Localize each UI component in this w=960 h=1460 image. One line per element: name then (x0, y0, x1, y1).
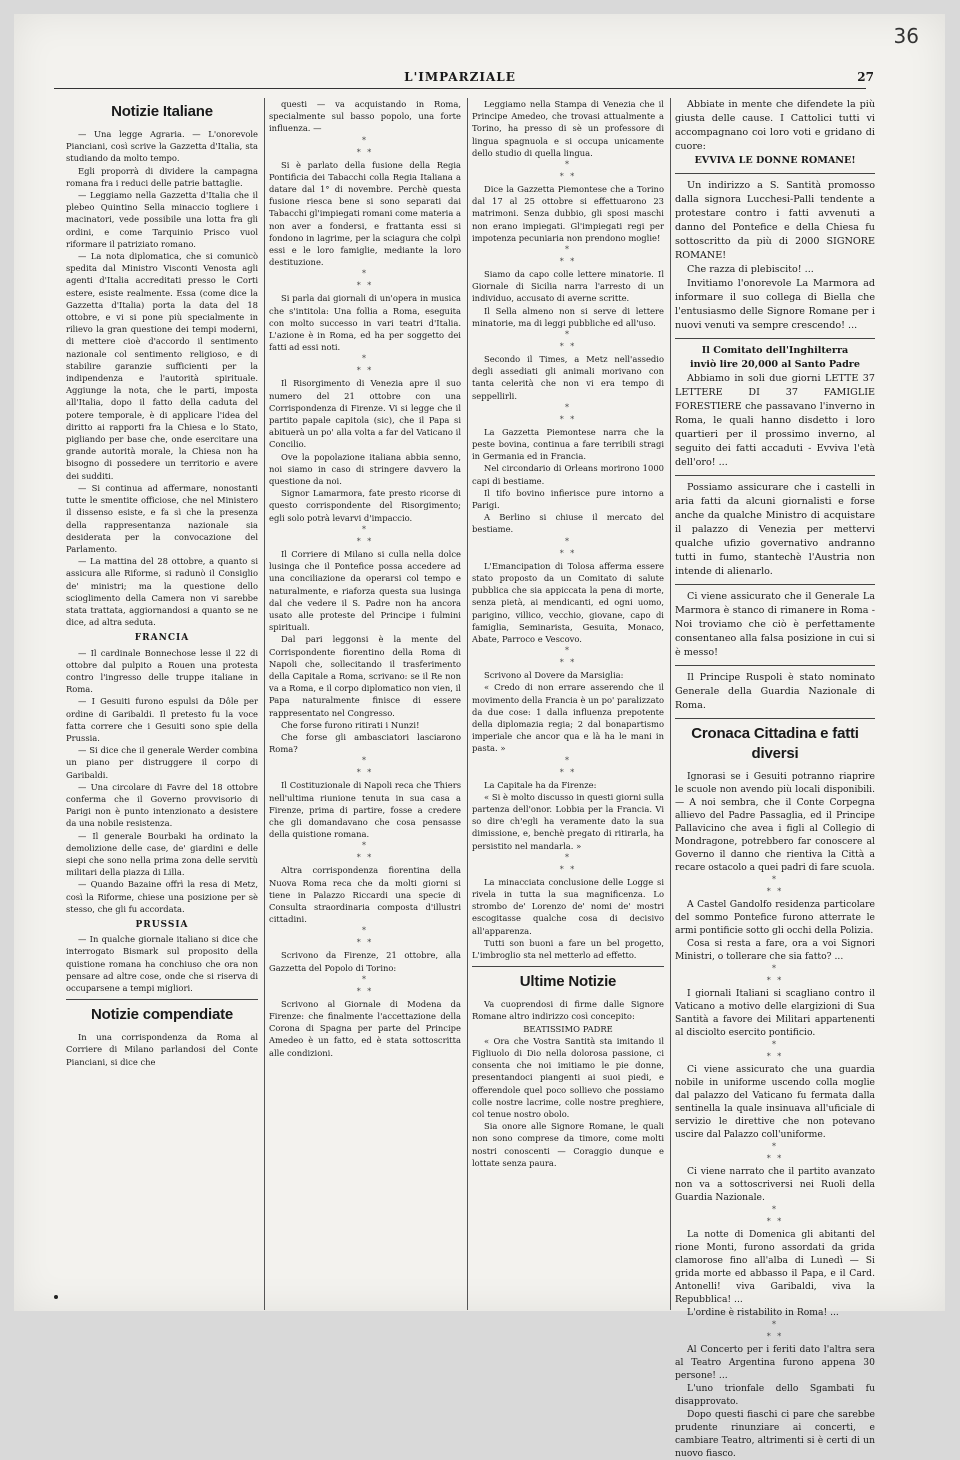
article-paragraph: Dal pari leggonsi è la mente del Corrispondente fiorentino della Roma di Napoli che, sollecitando il trasferimento della Capitale a Roma, scrivano: se il Re non va a Roma, e il corpo diplomatico non vien, il Papa naturalmente finisce di essere rappresentato nel Congresso. (269, 634, 461, 718)
column-2 (269, 98, 461, 1310)
separator-stars: * * * (766, 1142, 784, 1163)
article-paragraph: A Castel Gandolfo residenza particolare del sommo Pontefice furono atterrate le armi pontificie sotto gli occhi della Polizia. (675, 899, 875, 936)
article-paragraph: Il Principe Ruspoli è stato nominato Generale della Guardia Nazionale di Roma. (675, 672, 875, 711)
separator-stars: * * * (356, 974, 374, 996)
article-paragraph: Leggiamo nella Stampa di Venezia che il Principe Amedeo, che trovasi attualmente a Torino, ha presso di sè un professore di lingua spagnuola e si occupa unicamente dello studio di quella lingua. (472, 99, 664, 158)
article-paragraph: « Credo di non errare asserendo che il movimento della Francia è un po' paralizzato da due cose: 1 dalla influenza prepotente della diplomazia regia; 2 dal bonapartismo imperiale che ancor qua e là ha le mani in pasta. » (472, 682, 664, 754)
article-paragraph: Che razza di plebiscito! ... (687, 264, 814, 275)
article-paragraph: « Ora che Vostra Santità sta imitando il Figliuolo di Dio nella dolorosa passione, ci consenta che noi imitiamo le pie donne, presentandoci piangenti ai suoi piedi, e offerendole quel poco sollievo che possiamo colle nostre lacrime, colle nostre preghiere, col tenue nostro obolo. (472, 1035, 664, 1119)
column-rule (670, 98, 671, 1310)
article-paragraph: — Il generale Bourbaki ha ordinato la demolizione delle case, de' giardini e delle siepi che sono nella prima zona delle servitù militari della piazza di Lilla. (66, 830, 258, 878)
article-paragraph: Scrivono al Dovere da Marsiglia: (484, 670, 624, 681)
article-paragraph: Che forse gli ambasciatori lasciarono Roma? (269, 731, 461, 755)
article-paragraph: Il Corriere di Milano si culla nella dolce lusinga che il Pontefice possa accedere ad una conciliazione da operarsi col tempo e naturalmente, e riaforza questa sua lusinga dal che vedere il S. Padre non ha ancora usato alle proteste del Principe i fulmini spirituali. (269, 548, 461, 633)
article-paragraph: Nel circondario di Orleans morirono 1000 capi di bestiame. (472, 463, 664, 486)
separator-stars: * * * (356, 354, 374, 376)
article-paragraph: — Si dice che il generale Werder combina un piano per distruggere il corpo di Garibaldi. (66, 745, 258, 780)
article-paragraph: Va cuoprendosi di firme dalle Signore Romane altro indirizzo così concepito: (472, 999, 664, 1022)
section-title-notizie-compendiate: Notizie compendiate (90, 1006, 234, 1024)
article-paragraph: La Gazzetta Piemontese narra che la peste bovina, continua a fare terribili stragi in Germania ed in Francia. (472, 426, 664, 462)
article-paragraph: — Il cardinale Bonnechose lesse il 22 di ottobre dal pulpito a Rouen una protesta contro l'ingresso delle truppe italiane in Roma. (66, 647, 258, 695)
separator-stars: * * * (356, 841, 374, 863)
article-paragraph: Cosa si resta a fare, ora a voi Signori Ministri, o tollerare che sia fatto? ... (675, 938, 875, 962)
separator-stars: * * * (766, 875, 784, 896)
divider (675, 665, 875, 666)
masthead (54, 70, 874, 89)
page-number: 27 (857, 70, 874, 84)
divider (66, 999, 258, 1000)
article-paragraph: Possiamo assicurare che i castelli in aria fatti da alcuni giornalisti e forse anche da qualche Ministro di acquistare il palazzo di Venezia per mettervi qualche ufizio governativo andranno tutti in fumo, stantechè l'Austria non intende di alienarlo. (675, 482, 875, 577)
article-paragraph: Al Concerto per i feriti dato l'altra sera al Teatro Argentina furono appena 30 persone! ... (675, 1344, 875, 1381)
article-paragraph: Si è parlato della fusione della Regia Pontificia dei Tabacchi colla Regia Italiana a datare dal 1° di novembre. Perchè questa fusione riesca bene si sono separati dai Tabacchi gl'impiegati romani come materia a non aver a fondersi, e frattanta essi si fondono in lagrime, per la sciagura che colpì essi e le loro famiglie, mediante la loro destituzione. (269, 159, 462, 268)
article-paragraph: Dopo questi fiaschi ci pare che sarebbe prudente rinunziare ai concerti, e cambiare Teatro, altrimenti si è certi di un nuovo fiasco. (675, 1409, 875, 1459)
article-paragraph: Dice la Gazzetta Piemontese che a Torino dal 17 al 25 ottobre si effettuarono 23 matrimoni. Senza dubbio, gli sposi maschi non erano impiegati. Gl'impiegati regi per impotenza pecuniaria non prendono moglie! (472, 184, 664, 243)
article-paragraph: Ci viene assicurato che il Generale La Marmora è stanco di rimanere in Roma - Noi troviamo che ciò è perfettamente consentaneo alla falsa posizione in cui si è messo! (675, 591, 875, 658)
subheading-francia: FRANCIA (134, 633, 190, 644)
article-paragraph: Secondo il Times, a Metz nell'assedio degli assediati gli animali morivano con tanta celerità che non vi era tempo di seppellirli. (472, 354, 664, 401)
article-paragraph: — La nota diplomatica, che si comunicò spedita dal Ministro Visconti Venosta agli agenti d'Italia accreditati presso le Corti estere, esiste realmente. Essa (come dice la Gazzetta d'Italia) porta la data del 18 ottobre, e vi si pone più specialmente in rilievo la gran questione dei tempi moderni, di mettere cioè d'accordo il sentimento nazionale col sentimento religioso, e di stabilire garanzie sufficienti per la indipendenza e l'autorità spirituale. Aggiunge la nota, che le parti, imposta all'Italia, dopo il fatto della caduta del potere temporale, è di applicare l'idea del diritto ai rapporti fra la Chiesa e lo Stato, pigliando per base che, onde esercitare una grande autorità morale, la Chiesa non ha bisogno di possedere un territorio e avere dei sudditi. (66, 251, 258, 481)
section-title-notizie-italiane: Notizie Italiane (111, 103, 213, 120)
address-salutation: BEATISSIMO PADRE (523, 1023, 613, 1034)
newspaper-page (14, 14, 945, 1459)
headline-evviva: EVVIVA LE DONNE ROMANE! (694, 155, 856, 166)
article-paragraph: Ci viene narrato che il partito avanzato non va a sottoscriversi nei Ruoli della Guardia Nazionale. (675, 1166, 875, 1203)
section-title-cronaca: Cronaca Cittadina e fatti diversi (691, 725, 859, 762)
subheading-prussia: PRUSSIA (135, 920, 189, 930)
article-paragraph: L'uno trionfale dello Sgambati fu disapprovato. (675, 1383, 875, 1407)
article-paragraph: « Si è molto discusso in questi giorni sulla partenza dell'onor. Lobbia per la Francia. Vi so dire ch'egli ha veramente dato la sua dimissione, e, benchè pregato di ritirarla, ha persistito nel mandarla. » (472, 791, 664, 851)
article-paragraph: Il tifo bovino infierisce pure intorno a Parigi. (472, 487, 664, 511)
separator-stars: * * * (559, 330, 577, 352)
separator-stars: * * * (766, 964, 784, 985)
article-paragraph: — Una legge Agraria. — L'onorevole Pianciani, così scrive la Gazzetta d'Italia, sta studiando da molto tempo. (66, 129, 258, 164)
divider (675, 173, 875, 174)
divider (675, 584, 875, 585)
article-paragraph: Ci viene assicurato che una guardia nobile in uniforme uscendo colla moglie dal palazzo del Vaticano fu fermata dalla sentinella la quale insinuava all'uficiale di servizio le direttive che non potevano uscire dal Palazzo coll'uniforme. (675, 1064, 875, 1140)
article-paragraph: L'ordine è ristabilito in Roma! ... (687, 1307, 839, 1318)
headline-comitato: Il Comitato dell'Inghilterra (701, 345, 849, 356)
separator-stars: * * * (559, 755, 577, 777)
separator-stars: * * * (559, 852, 577, 874)
article-paragraph: — In qualche giornale italiano si dice che interrogato Bismark sul proposito della quistione romana ha conchiuso che ora non pensare ad altre cose, onde che si riserva di occuparsene a tempi migliori. (66, 934, 258, 994)
article-paragraph: Il Sella almeno non si serve di lettere minatorie, ma di leggi pubbliche ed all'uso. (472, 305, 664, 328)
article-paragraph: Che forse furono ritirati i Nunzi! (281, 719, 420, 730)
separator-stars: * * * (766, 1320, 784, 1341)
article-paragraph: Scrivono al Giornale di Modena da Firenze: che finalmente l'accettazione della Corona di Spagna per parte del Principe Amedeo è un fatto, ed è stata sottoscritta alle condizioni. (269, 998, 461, 1058)
column-rule (467, 98, 468, 1310)
article-paragraph: Ove la popolazione italiana abbia senno, noi siamo in caso di stringere davvero la questione da noi. (269, 451, 461, 487)
separator-stars: * * * (356, 269, 374, 291)
article-paragraph: Egli proporrà di dividere la campagna romana fra i reduci delle patrie battaglie. (66, 165, 258, 188)
column-3 (472, 98, 664, 1310)
article-paragraph: questi — va acquistando in Roma, specialmente sul basso popolo, una forte influenza. — (269, 99, 461, 134)
article-paragraph: — I Gesuiti furono espulsi da Dôle per ordine di Garibaldi. Il pretesto fu la voce fatta correre che i Gesuiti sono spie della Prussia. (66, 696, 258, 743)
article-paragraph: Il Risorgimento di Venezia apre il suo numero del 21 ottobre con una Corrispondenza di Firenze. Vi si legge che il partito papale capitola (sic), che il Papa si abituerà un po' alla volta a far del Vaticano il Concilio. (269, 378, 461, 450)
separator-stars: * * * (766, 1205, 784, 1226)
paper-speck (54, 1295, 58, 1299)
divider (472, 966, 664, 967)
column-rule (264, 98, 265, 1310)
article-paragraph: Si parla dai giornali di un'opera in musica che s'intitola: Una follia a Roma, eseguita con molto successo in vari teatri d'Italia. L'azione è in Roma, ed ha per soggetto dei fatti ad essi noti. (269, 293, 461, 353)
article-paragraph: Il Costituzionale di Napoli reca che Thiers nell'ultima riunione tenuta in sua casa a Firenze, prima di partire, fosse a credere che gli domandavano che cosa pensasse della quistione romana. (269, 780, 461, 840)
masthead-title: L'IMPARZIALE (404, 70, 516, 84)
separator-stars: * * * (356, 135, 374, 157)
article-paragraph: La notte di Domenica gli abitanti del rione Monti, furono assordati da grida clamorose fino all'alba di Lunedì — Si grida morte ed abbasso il Papa, e il Card. Antonelli! viva Garibaldi, viva la Repubblica! ... (675, 1229, 875, 1305)
divider (675, 718, 875, 719)
separator-stars: * * * (559, 646, 577, 668)
article-paragraph: A Berlino si chiuse il mercato del bestiame. (472, 512, 664, 535)
columns (66, 98, 876, 1459)
article-paragraph: — Si continua ad affermare, nonostanti tutte le smentite officiose, che nel Ministero il dissenso esiste, e fa sì che la presenza della rappresentanza nazionale sia desiderata per la convocazione del Parlamento. (66, 482, 258, 554)
article-paragraph: — Leggiamo nella Gazzetta d'Italia che il plebeo Quintino Sella minaccio togliere i macinatori, vede possibile una lotta fra gli ordini, e come Tarquinio Prisco vuol riformare il patriziato romano. (66, 190, 258, 249)
article-paragraph: Tutti son buoni a fare un bel progetto, L'imbroglio sta nel metterlo ad effetto. (472, 937, 664, 960)
handwritten-page-number: 36 (893, 24, 919, 48)
article-paragraph: — Una circolare di Favre del 18 ottobre conferma che il Governo provvisorio di Parigi non è punto intenzionato a desistere da una nobile resistenza. (66, 781, 258, 829)
article-paragraph: — Quando Bazaine offrì la resa di Metz, così la Riforme, chiese una posizione per sè stesso, che gli fu accordata. (66, 879, 258, 914)
headline-lire: inviò lire 20,000 al Santo Padre (690, 359, 860, 370)
section-title-ultime-notizie: Ultime Notizie (519, 973, 617, 991)
article-paragraph: Siamo da capo colle lettere minatorie. Il Giornale di Sicilia narra l'arresto di un individuo, accusato di averne scritte. (472, 269, 664, 304)
article-paragraph: L'Emancipation di Tolosa afferma essere stato proposto da un Comitato di salute pubblica che sia appiccata la pena di morte, senza pietà, ai mendicanti, ed ogni uomo, parigino, villico, vecchio, giovane, capo di famiglia, Seminarista, Gesuita, Monaco, Abate, Parroco e Vescovo. (472, 560, 664, 644)
article-paragraph: I giornali Italiani si scagliano contro il Vaticano a motivo delle elargizioni di Sua Santità a favore dei Militari appartenenti al disciolto esercito pontificio. (675, 988, 875, 1038)
article-paragraph: Un indirizzo a S. Santità promosso dalla signora Lucchesi-Palli tendente a protestare contro i fatti avvenuti a danno del Pontefice e della Chiesa fu sottoscritto da più di 2000 SIGNORE ROMANE! (675, 180, 875, 261)
divider (675, 475, 875, 476)
separator-stars: * * * (559, 536, 577, 558)
separator-stars: * * * (356, 756, 374, 778)
separator-stars: * * * (559, 402, 577, 424)
separator-stars: * * * (766, 1040, 784, 1061)
article-paragraph: Sia onore alle Signore Romane, le quali non sono comprese da timore, come molti nostri conoscenti — Coraggio dunque e lottate senza paura. (472, 1121, 664, 1168)
separator-stars: * * * (356, 926, 374, 948)
article-paragraph: Abbiamo in soli due giorni LETTE 37 LETTERE DI 37 FAMIGLIE FORESTIERE che passavano l'inverno in Roma, le quali hanno disdetto i loro quartieri per il prossimo inverno, al seguito dei fatti accaduti - Evviva l'età dell'oro! ... (675, 373, 875, 468)
separator-stars: * * * (559, 245, 577, 267)
article-paragraph: Invitiamo l'onorevole La Marmora ad informare il suo collega di Biella che l'entusiasmo delle Signore Romane per i nuovi venuti va sempre crescendo! ... (675, 278, 875, 331)
article-paragraph: In una corrispondenza da Roma al Corriere di Milano parlandosi del Conte Pianciani, si dice che (66, 1032, 258, 1067)
article-paragraph: La minacciata conclusione delle Logge si rivela in tutta la sua magnificenza. Lo strombo de' Lorenzo de' nomi de' mostri escogitasse qualche cosa di decisivo all'apparenza. (472, 876, 664, 936)
article-paragraph: La Capitale ha da Firenze: (484, 779, 597, 790)
article-paragraph: Ignorasi se i Gesuiti potranno riaprire le scuole non avendo più locali disponibili. — A noi sembra, che il Conte Corpegna allievo del Padre Passaglia, ed il Principe Pallavicino che avea i figli al Collegio di Mondragone, potrebbero far conoscere al Governo il danno che rientiva la Città a recare ostacolo a quei padri di fare scuola. (675, 771, 875, 873)
article-paragraph: Altra corrispondenza fiorentina della Nuova Roma reca che da molti giorni si tiene in Palazzo Riccardi una specie di Consulta straordinaria composta d'illustri cittadini. (269, 865, 461, 925)
divider (675, 338, 875, 339)
separator-stars: * * * (356, 524, 374, 546)
column-4 (675, 98, 875, 1459)
article-paragraph: — La mattina del 28 ottobre, a quanto si assicura alle Riforme, si radunò il Consiglio de' ministri; ma la questione dello scioglimento della Camera non vi sarebbe stata trattata, aggiornandosi a quanto se ne dice, ad altra seduta. (66, 556, 258, 628)
column-1 (66, 98, 258, 1310)
article-paragraph: Scrivono da Firenze, 21 ottobre, alla Gazzetta del Popolo di Torino: (269, 950, 461, 973)
article-paragraph: Signor Lamarmora, fate presto ricorse di questo corrispondente del Risorgimento; egli solo potrà levarvi d'impaccio. (269, 488, 461, 523)
separator-stars: * * * (559, 160, 577, 182)
article-paragraph: Abbiate in mente che difendete la più giusta delle cause. I Cattolici tutti vi accompagnano coi loro voti e gridano di cuore: (675, 99, 875, 152)
